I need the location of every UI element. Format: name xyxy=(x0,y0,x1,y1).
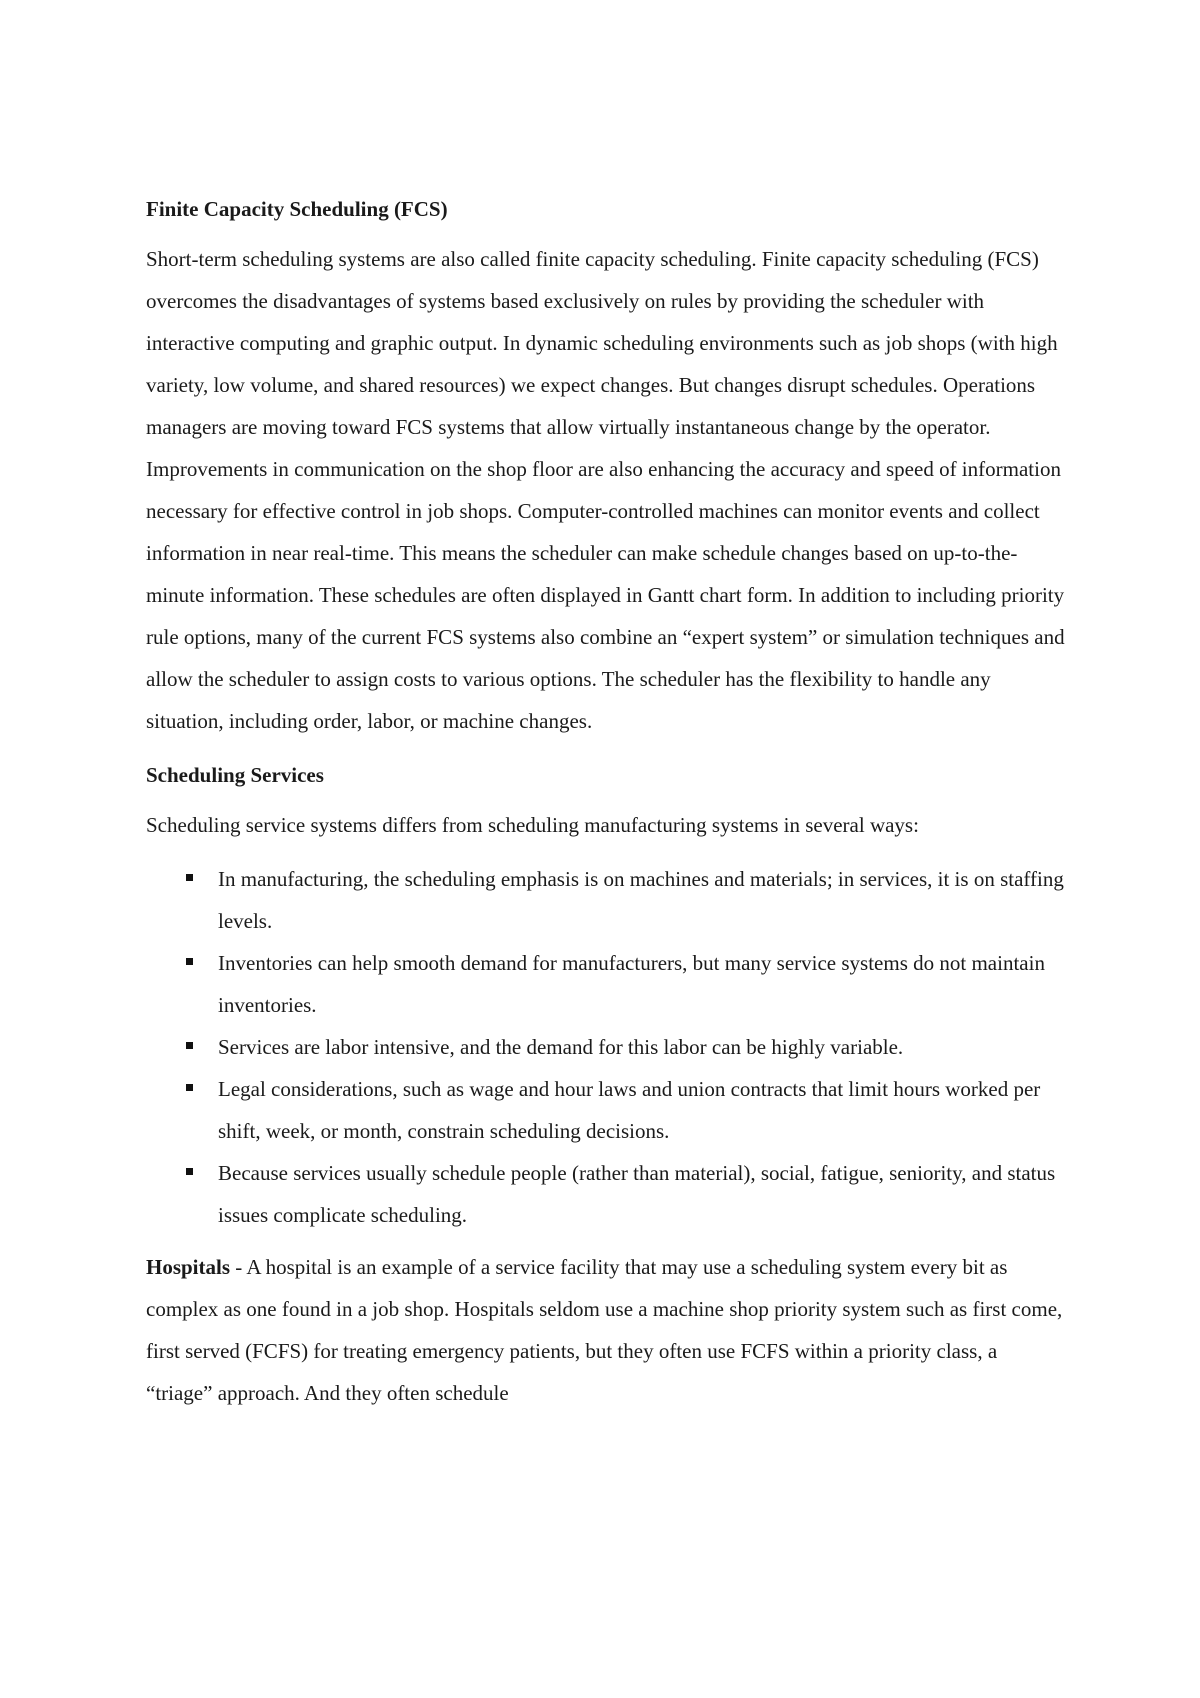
list-item-text: Services are labor intensive, and the demand for this labor can be highly variable. xyxy=(218,1035,904,1059)
square-bullet-icon xyxy=(186,1084,193,1091)
list-item xyxy=(146,1152,1066,1236)
list-item-text: Legal considerations, such as wage and hour laws and union contracts that limit hours worked per shift, week, or month, constrain scheduling decisions. xyxy=(218,1077,1041,1143)
hospitals-paragraph xyxy=(146,1246,1066,1414)
list-item xyxy=(146,1068,1066,1152)
services-heading: Scheduling Services xyxy=(146,763,324,787)
fcs-heading: Finite Capacity Scheduling (FCS) xyxy=(146,197,448,221)
hospitals-text: - A hospital is an example of a service facility that may use a scheduling system every bit as complex as one found in a job shop. Hospitals seldom use a machine shop priority system such as first come, first served (FCFS) for treating emergency patients, but they often use FCFS within a priority class, a “triage” approach. And they often schedule xyxy=(146,1255,1063,1405)
list-item xyxy=(146,942,1066,1026)
document-page xyxy=(146,188,1066,1426)
square-bullet-icon xyxy=(186,958,193,965)
hospitals-label: Hospitals xyxy=(146,1255,231,1279)
services-intro: Scheduling service systems differs from scheduling manufacturing systems in several ways: xyxy=(146,813,919,837)
square-bullet-icon xyxy=(186,1168,193,1175)
square-bullet-icon xyxy=(186,874,193,881)
list-item xyxy=(146,1026,1066,1068)
list-item-text: Because services usually schedule people (rather than material), social, fatigue, seniority, and status issues complicate scheduling. xyxy=(218,1161,1056,1227)
list-item xyxy=(146,858,1066,942)
fcs-paragraph: Short-term scheduling systems are also called finite capacity scheduling. Finite capacity scheduling (FCS) overcomes the disadvantages of systems based exclusively on rules by providing the scheduler with interactive computing and graphic output. In dynamic scheduling environments such as job shops (with high variety, low volume, and shared resources) we expect changes. But changes disrupt schedules. Operations managers are moving toward FCS systems that allow virtually instantaneous change by the operator. Improvements in communication on the shop floor are also enhancing the accuracy and speed of information necessary for effective control in job shops. Computer-controlled machines can monitor events and collect information in near real-time. This means the scheduler can make schedule changes based on up-to-the-minute information. These schedules are often displayed in Gantt chart form. In addition to including priority rule options, many of the current FCS systems also combine an “expert system” or simulation techniques and allow the scheduler to assign costs to various options. The scheduler has the flexibility to handle any situation, including order, labor, or machine changes. xyxy=(146,247,1065,733)
list-item-text: Inventories can help smooth demand for manufacturers, but many service systems do not maintain inventories. xyxy=(218,951,1045,1017)
services-bullet-list xyxy=(146,858,1066,1236)
list-item-text: In manufacturing, the scheduling emphasis is on machines and materials; in services, it is on staffing levels. xyxy=(218,867,1064,933)
square-bullet-icon xyxy=(186,1042,193,1049)
